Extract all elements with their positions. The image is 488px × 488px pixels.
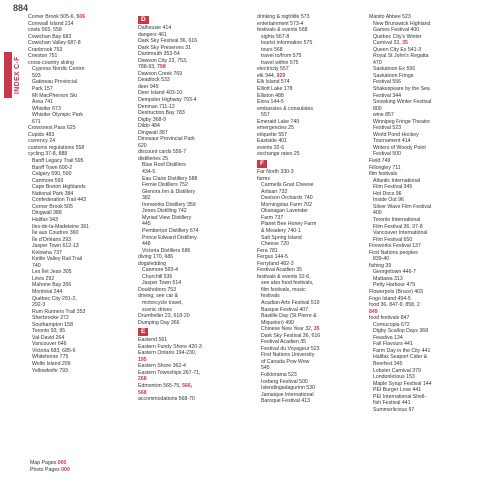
entry-text: Winnipeg Fringe Theatre — [373, 118, 430, 125]
entry-text: Silver Wave Film Festival — [373, 203, 432, 210]
entry-text: Corner Brook 505-6, — [28, 14, 77, 20]
entry-text: 545 — [261, 365, 270, 372]
entry-text: 788-93, — [138, 64, 158, 71]
entry-text: Vancouver 646 — [32, 341, 67, 348]
page-number: 884 — [13, 3, 29, 13]
legend-label: Photo Pages — [30, 467, 60, 473]
entry-text: Eastern Fundy Shore 420-3 — [138, 343, 202, 350]
entry-text: Elliston 488 — [257, 92, 284, 99]
entry-text: Elliott Lake 178 — [257, 86, 293, 93]
entry-text: 557 — [261, 112, 270, 119]
entry-text: Festival du Voyageur 523 — [261, 345, 320, 352]
entry-text: Île d'Orléans 293 — [32, 236, 72, 243]
entry-text: Writers of Woody Point — [373, 144, 426, 151]
map-page-ref: 35 — [313, 326, 320, 333]
entry-text: Cupids 483 — [28, 131, 55, 138]
entry-text: Cape Breton Highlands — [32, 184, 86, 191]
entry-text: Mahone Bay 356 — [32, 282, 72, 289]
entry-text: Whitehorse 775 — [32, 354, 69, 361]
entry-text: Morningstar Farm 702 — [261, 201, 313, 208]
entry-text: Edmonton 565-75, — [138, 382, 183, 389]
section-letter-label: F — [257, 160, 267, 168]
map-page-ref: 566, — [182, 382, 193, 389]
entry-text: 593 — [32, 72, 41, 79]
index-column-4 — [369, 14, 484, 486]
entry-text: Prince Edward Distillery — [142, 234, 197, 241]
entry-text: Inside Out 96 — [373, 197, 404, 204]
entry-text: Dinosaur Provincial Park — [138, 136, 195, 143]
entry-text: Ferryland 482-3 — [257, 260, 294, 267]
entry-text: Québec City 291-2, — [32, 295, 77, 302]
entry-text: entertainment 573-4 — [257, 20, 304, 27]
entry-text: National Park 384 — [32, 190, 74, 197]
entry-text: distilleries 25 — [138, 155, 168, 162]
entry-text: Jones Distilling 742 — [142, 208, 187, 215]
entry-text: Les Îlet Jean 305 — [32, 269, 72, 276]
entry-text: Elora 144-5 — [257, 99, 284, 106]
entry-text: Acadian Arts Festival 519 — [261, 299, 320, 306]
entry-text: Churchill 536 — [142, 273, 173, 280]
entry-text: tourist information 575 — [261, 40, 313, 47]
entry-text: fish Festival 441 — [373, 400, 411, 407]
entry-text: Mt MacPherson Ski — [32, 92, 77, 99]
entry-text: Fernie Distillers 752 — [142, 182, 188, 189]
entry-text: see also food festivals, — [261, 280, 314, 287]
entry-text: scenic drives — [142, 306, 172, 313]
entry-text: Carnival 33, — [373, 40, 403, 47]
entry-text: Corner Brook 505 — [32, 203, 73, 210]
entry-text: Southampton 158 — [32, 321, 73, 328]
entry-text: PEI International Shell- — [373, 393, 427, 400]
entry-text: wine 857 — [373, 112, 394, 119]
entry-text: Film Festival 650 — [373, 236, 413, 243]
entry-text: Ironworks Distillery 359 — [142, 201, 196, 208]
entry-text: Cornucopia 672 — [373, 321, 410, 328]
entry-text: 839-40 — [373, 256, 390, 263]
entry-text: food festivals 847 — [369, 315, 410, 322]
entry-text: Toronto 93, 95 — [32, 328, 66, 335]
entry-text: 445 — [142, 221, 151, 228]
legend-key: 000 — [57, 460, 67, 466]
page-legend — [30, 460, 70, 474]
entry-text: Festival 500 — [373, 151, 401, 158]
entry-text: Rum Runners Trail 353 — [32, 308, 86, 315]
entry-text: Confederation Trail 443 — [32, 197, 86, 204]
entry-text: Elk Island 574 — [257, 79, 290, 86]
entry-text: tours 568 — [261, 46, 283, 53]
entry-text: Festival Acadien 35 — [261, 339, 306, 346]
entry-text: 448 — [142, 241, 151, 248]
entry-text: Canmore 593 — [32, 177, 64, 184]
entry-text: embassies & consulates — [257, 105, 313, 112]
entry-text: 382 — [142, 195, 151, 202]
entry-text: Eastern Townships 267-71, — [138, 369, 201, 376]
entry-text: Far North 330-3 — [257, 169, 294, 176]
entry-text: Eau Claire Distillery 588 — [142, 175, 198, 182]
entry-text: Games Festival 400 — [373, 27, 420, 34]
map-page-ref: 268 — [138, 376, 147, 383]
entry-text: Dawson Creek 769 — [138, 70, 183, 77]
entry-text: Cornwall Island 214 — [28, 20, 74, 27]
entry-text: Sherbrooke 272 — [32, 315, 69, 322]
index-column-1 — [28, 14, 136, 470]
entry-text: cross-country skiing — [28, 59, 74, 66]
entry-text: Farm 737 — [261, 214, 284, 221]
entry-text: festivals & events 568 — [257, 27, 308, 34]
entry-text: Digby 368-9 — [138, 116, 166, 123]
legend-map-pages — [30, 460, 70, 467]
entry-text: elk 944, — [257, 72, 277, 79]
entry-text: Destruction Bay 783 — [138, 110, 185, 117]
entry-text: Londonlicious 153 — [373, 374, 415, 381]
entry-text: Emerald Lake 749 — [257, 118, 300, 125]
entry-text: Dawson City 23, 753, — [138, 57, 188, 64]
entry-text: Saskatoon Fringe — [373, 72, 414, 79]
entry-text: Petty Harbour 479 — [373, 282, 416, 289]
entry-text: currency 24 — [28, 138, 56, 145]
entry-text: New Brunswick Highland — [373, 20, 431, 27]
entry-text: exchange rates 25 — [257, 151, 300, 158]
entry-text: 620 — [138, 142, 147, 149]
entry-text: Pemberton Distillery 674 — [142, 227, 199, 234]
entry-text: Deadlock 533 — [138, 77, 170, 84]
entry-text: Dark Sky Festival 36, 616 — [138, 38, 198, 45]
entry-text: Saskatoon Ex 556 — [373, 66, 416, 73]
entry-text: of Canada Pow Wow — [261, 358, 310, 365]
entry-text: Lévis 292 — [32, 275, 55, 282]
map-page-ref: 506 — [76, 14, 86, 20]
entry-text: Fillongley 711 — [369, 164, 401, 171]
entry-text: Iles-de-la-Madeleine 361 — [32, 223, 90, 230]
map-page-ref: 798 — [157, 64, 166, 71]
entry-text: Victoria Distillers 686 — [142, 247, 191, 254]
entry-text: 800 — [373, 105, 382, 112]
entry-text: Victoria 683, 685-6 — [32, 347, 76, 354]
entry-text: Festival 556 — [373, 79, 401, 86]
map-page-ref: 929 — [276, 72, 286, 79]
entry-text: drinking & nightlife 573 — [257, 14, 310, 20]
section-letter — [257, 158, 367, 169]
entry-text: Maple Syrup Festival 144 — [373, 380, 432, 387]
entry-text: Dumping Day 366 — [138, 319, 180, 326]
entry-text: Cowichan Bay 683 — [28, 33, 72, 40]
entry-text: Digby Scallop Days 368 — [373, 328, 429, 335]
entry-text: 671 — [32, 118, 41, 125]
entry-text: Fall Flavours 441 — [373, 341, 413, 348]
entry-text: Feastiva 134 — [373, 334, 403, 341]
entry-text: Doukhobors 753 — [138, 286, 177, 293]
entry-text: 400 — [373, 210, 382, 217]
entry-text: Snowking Winter Festival — [373, 99, 432, 106]
entry-text: & Meadery 740-1 — [261, 227, 301, 234]
entry-text: Yellowknife 793 — [32, 367, 68, 374]
map-page-ref: 849 — [369, 308, 378, 315]
entry-text: Davison Orchards 740 — [261, 195, 313, 202]
section-letter-label: E — [138, 328, 148, 336]
entry-text: accommodations 568-70 — [138, 396, 195, 403]
entry-text: First Nations University — [261, 352, 315, 359]
entry-text: Dingwall 387 — [138, 129, 168, 136]
entry-text: Whistler Olympic Park — [32, 112, 84, 119]
entry-text: cycling 37-8, 888 — [28, 151, 68, 158]
entry-text: Dempster Highway 793-4 — [138, 97, 197, 104]
entry-text: Blue Roof Distillers — [142, 162, 186, 169]
section-letter — [138, 14, 250, 25]
entry-text: motorcycle travel, — [142, 299, 183, 306]
entry-text: Halifax Seaport Cider & — [373, 354, 428, 361]
entry-text: Fireworks Festival 137 — [369, 243, 421, 250]
entry-text: First Nations peoples — [369, 249, 418, 256]
entry-text: Tournament 414 — [373, 138, 411, 145]
entry-text: Jamaique International — [261, 391, 314, 398]
entry-text: emergencies 25 — [257, 125, 294, 132]
entry-text: Toronto International — [373, 216, 421, 223]
entry-text: World Pond Hockey — [373, 131, 419, 138]
entry-text: festivals — [261, 293, 280, 300]
entry-text: Glenora Inn & Distillery — [142, 188, 196, 195]
entry-text: costs 565, 558 — [28, 27, 62, 34]
entry-text: Gatineau Provincial — [32, 79, 77, 86]
entry-text: Myriad View Distillery — [142, 214, 192, 221]
entry-text: Cheese 720 — [261, 241, 289, 248]
section-letter-label: D — [138, 16, 149, 24]
entry-text: Halifax 343 — [32, 216, 58, 223]
entry-text: Île aux Coudres 360 — [32, 230, 79, 237]
entry-text: Cranbrook 753 — [28, 46, 63, 53]
entry-text: Fogo Island 494-5 — [369, 295, 411, 302]
legend-key: 000 — [61, 467, 70, 473]
entry-text: Kelowna 737 — [32, 249, 62, 256]
index-subentry — [28, 368, 136, 375]
entry-text: 434-5 — [142, 169, 156, 176]
entry-text: Eastside 401 — [257, 138, 287, 145]
entry-text: Folklorama 523 — [261, 371, 297, 378]
entry-text: Film Festival 345 — [373, 184, 413, 191]
entry-text: discount cards 556-7 — [138, 149, 187, 156]
entry-text: Jasper Town 614 — [142, 280, 182, 287]
entry-text: Okanagan Lavender — [261, 208, 309, 215]
entry-text: PEI Burger Love 441 — [373, 387, 422, 394]
entry-text: Baroque Festival 413 — [261, 398, 311, 405]
entry-text: Georgetown 446-7 — [373, 269, 416, 276]
entry-text: Mattawa 313 — [373, 275, 403, 282]
entry-text: Festival 344 — [373, 92, 401, 99]
entry-text: Shakespeare by the Sea — [373, 86, 430, 93]
entry-text: Islendingadagurinn 530 — [261, 385, 315, 392]
index-subentry — [369, 407, 484, 414]
entry-text: Lobster Carnival 379 — [373, 367, 421, 374]
entry-text: etiquette 557 — [257, 131, 287, 138]
map-page-ref: 35 — [402, 40, 408, 47]
legend-photo-pages — [30, 467, 70, 474]
entry-text: Jasper Town 612-13 — [32, 243, 79, 250]
entry-text: dogsledding — [138, 260, 166, 267]
entry-text: Dark Sky Festival 36, 616 — [261, 332, 321, 339]
entry-text: Drumheller 23, 618-20 — [138, 313, 190, 320]
index-column-2 — [138, 14, 250, 486]
entry-text: festivals & events 32-6, — [257, 273, 311, 280]
index-entry — [138, 396, 250, 403]
entry-text: Artisan 733 — [261, 188, 288, 195]
entry-text: Wolfe Island 209 — [32, 360, 71, 367]
entry-text: Eastern Ontario 194-230, — [138, 350, 197, 357]
entry-text: Dingwall 388 — [32, 210, 62, 217]
entry-text: customs regulations 558 — [28, 144, 85, 151]
entry-text: Festival 523 — [373, 125, 401, 132]
entry-text: travel to/from 575 — [261, 53, 302, 60]
entry-text: Manito Ahbee 523 — [369, 14, 411, 20]
entry-text: Cowichan Valley 687-8 — [28, 40, 81, 47]
entry-text: electricity 557 — [257, 66, 289, 73]
entry-text: Queen City Ex 541-3 — [373, 46, 422, 53]
entry-text: dangers 461 — [138, 31, 167, 38]
entry-text: diving 170, 686 — [138, 254, 174, 261]
entry-text: Atlantic International — [373, 177, 421, 184]
entry-text: Bastille Day (St Pierre & — [261, 313, 317, 320]
entry-text: Canmore 593-4 — [142, 267, 179, 274]
entry-text: Val-David 264 — [32, 334, 65, 341]
entry-text: film festivals, music — [261, 286, 306, 293]
entry-text: food 36, 847-9, 858, 2 — [369, 302, 420, 309]
entry-text: Crowsnest Pass 625 — [28, 125, 76, 132]
entry-text: Field 749 — [369, 158, 391, 165]
entry-text: 292-3 — [32, 302, 46, 309]
section-tab-marker — [4, 52, 12, 98]
entry-text: Eastern Shore 362-4 — [138, 363, 186, 370]
entry-text: Calgary 590, 590 — [32, 171, 72, 178]
section-tab-label: INDEX C-F — [14, 56, 21, 94]
entry-text: Deer Island 403-10 — [138, 90, 183, 97]
entry-text: Vancouver International — [373, 230, 428, 237]
entry-text: Area 741 — [32, 99, 54, 106]
entry-text: Salt Spring Island — [261, 234, 302, 241]
entry-text: Iceberg Festival 500 — [261, 378, 308, 385]
entry-text: Flowerpots (Bruce) 403 — [369, 288, 423, 295]
entry-text: Crieston 751 — [28, 53, 58, 60]
entry-text: Denman 711-12 — [138, 103, 175, 110]
map-page-ref: 568 — [138, 389, 147, 396]
entry-text: film festivals — [369, 171, 398, 178]
entry-text: Montréal 244 — [32, 288, 63, 295]
entry-text: Royal St John's Regatta — [373, 53, 429, 60]
entry-text: Planet Bee Honey Farm — [261, 221, 317, 228]
entry-text: Whistler 673 — [32, 105, 61, 112]
entry-text: Farm Day in the City 441 — [373, 347, 431, 354]
entry-text: events 32-6 — [257, 144, 285, 151]
entry-text: sights 567-8 — [261, 33, 290, 40]
entry-text: driving, see car & — [138, 293, 179, 300]
entry-text: Carmelis Goat Cheese — [261, 182, 314, 189]
index-column-3 — [257, 14, 367, 486]
entry-text: farms — [257, 175, 270, 182]
entry-text: Hot Docs 96 — [373, 190, 402, 197]
entry-text: Québec City's Winter — [373, 33, 422, 40]
entry-text: Fera 781 — [257, 247, 278, 254]
entry-text: Festival Acadien 35 — [257, 267, 302, 274]
map-page-ref: 195 — [138, 356, 147, 363]
entry-text: Fergus 144-5 — [257, 254, 288, 261]
entry-text: Park 157 — [32, 86, 53, 93]
entry-text: Banff Legacy Trail 595 — [32, 158, 84, 165]
entry-text: Beerfest 345 — [373, 360, 403, 367]
entry-text: Banff Town 600-2 — [32, 164, 73, 171]
index-subentry — [257, 398, 367, 405]
entry-text: Miquelon) 490 — [261, 319, 294, 326]
legend-label: Map Pages — [30, 460, 57, 466]
entry-text: Cypress Nordic Centre — [32, 66, 85, 73]
entry-text: Chinese New Year 32, — [261, 326, 314, 333]
entry-text: Basque Festival 407 — [261, 306, 309, 313]
entry-text: travel within 575 — [261, 59, 299, 66]
entry-text: fishing 39 — [369, 262, 392, 269]
entry-text: Kettle Valley Rail Trail — [32, 256, 83, 263]
entry-text: Summerlicious 97 — [373, 406, 415, 413]
entry-text: deer 945 — [138, 83, 159, 90]
entry-text: Dildo 484 — [138, 123, 160, 130]
entry-text: Film Festival 36, 97-8 — [373, 223, 423, 230]
entry-text: Dartmouth 353-54 — [138, 51, 180, 58]
entry-text: Dalhousie 414 — [138, 25, 172, 31]
entry-text: 470 — [373, 59, 382, 66]
entry-text: Eastend 561 — [138, 337, 168, 344]
entry-text: 740 — [32, 262, 41, 269]
section-letter — [138, 326, 250, 337]
entry-text: Dark Sky Preserves 31 — [138, 44, 192, 51]
